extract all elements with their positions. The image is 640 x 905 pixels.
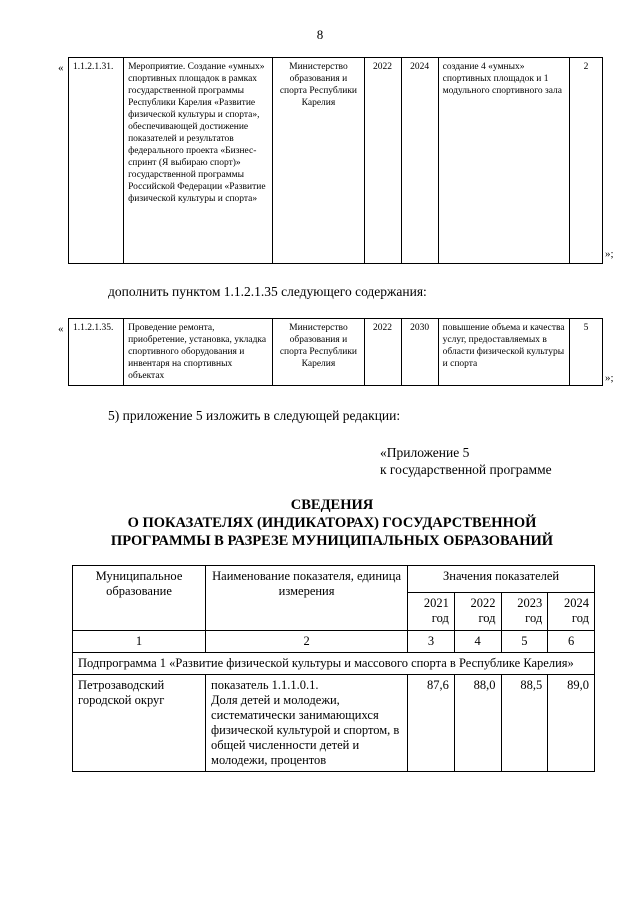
open-quote: « [58,323,64,335]
column-numbers-row [73,631,595,653]
measure-indicator: 2 [569,58,602,264]
measure-executor: Министерство образования и спорта Республики Карелия [273,58,364,264]
header-values: Значения показателей [408,566,595,593]
title-line-2: О ПОКАЗАТЕЛЯХ (ИНДИКАТОРАХ) ГОСУДАРСТВЕННОЙ [127,515,537,531]
column-number: 5 [501,631,548,653]
table-row [69,58,603,264]
municipality-name: Петрозаводский городской округ [73,675,206,772]
header-year: 2021 год [408,593,455,631]
header-indicator-name: Наименование показателя, единица измерения [206,566,408,631]
subprogram-row [73,653,595,675]
header-year: 2024 год [548,593,595,631]
measure-activity: Мероприятие. Создание «умных» спортивных площадок в рамках государственной программы Республики Карелия «Развитие физической культуры и спорта», обеспечивающей достижение показателей и результатов федерального проекта «Бизнес-спринт (Я выбираю спорт)» государственной программы Российской Федерации «Развитие физической культуры и спорта» [124,58,273,264]
indicator-value: 88,5 [501,675,548,772]
paragraph-add-item: дополнить пунктом 1.1.2.1.35 следующего содержания: [108,284,427,299]
measures-table-2 [68,318,603,386]
header-municipality: Муниципальное образование [73,566,206,631]
measure-number: 1.1.2.1.35. [69,319,124,386]
open-quote: « [58,62,64,74]
header-year: 2022 год [454,593,501,631]
page-number: 8 [316,27,324,42]
column-number: 1 [73,631,206,653]
indicator-value: 87,6 [408,675,455,772]
indicator-value: 88,0 [454,675,501,772]
measure-indicator: 5 [569,319,602,386]
measure-activity: Проведение ремонта, приобретение, установка, укладка спортивного оборудования и инвентаря на спортивных объектах [124,319,273,386]
close-quote: »; [605,248,614,260]
header-year: 2023 год [501,593,548,631]
table-row [69,319,603,386]
measure-result: создание 4 «умных» спортивных площадок и 1 модульного спортивного зала [438,58,569,264]
measure-executor: Министерство образования и спорта Республики Карелия [273,319,364,386]
measure-year-start: 2022 [364,319,401,386]
title-line-3: ПРОГРАММЫ В РАЗРЕЗЕ МУНИЦИПАЛЬНЫХ ОБРАЗОВАНИЙ [110,533,554,549]
column-number: 4 [454,631,501,653]
table-row [73,675,595,772]
measure-year-end: 2030 [401,319,438,386]
document-title [0,496,640,550]
measure-year-end: 2024 [401,58,438,264]
measure-year-start: 2022 [364,58,401,264]
indicator-code: показатель 1.1.1.0.1. [211,678,319,692]
close-quote: »; [605,372,614,384]
measures-table-1 [68,57,603,264]
title-line-1: СВЕДЕНИЯ [290,497,374,513]
header-row [73,566,595,593]
measure-number: 1.1.2.1.31. [69,58,124,264]
column-number: 2 [206,631,408,653]
indicators-table [72,565,595,772]
subprogram-title: Подпрограмма 1 «Развитие физической культуры и массового спорта в Республике Карелия» [73,653,595,675]
column-number: 6 [548,631,595,653]
measure-result: повышение объема и качества услуг, предоставляемых в области физической культуры и спорта [438,319,569,386]
column-number: 3 [408,631,455,653]
appendix-line-2: к государственной программе [380,462,552,477]
appendix-label [380,444,552,478]
indicator-value: 89,0 [548,675,595,772]
paragraph-appendix-change: 5) приложение 5 изложить в следующей редакции: [108,408,401,423]
indicator-text: Доля детей и молодежи, систематически занимающихся физической культурой и спортом, в общей численности детей и молодежи, процентов [211,693,400,767]
indicator-cell [206,675,408,772]
appendix-line-1: «Приложение 5 [380,445,470,460]
